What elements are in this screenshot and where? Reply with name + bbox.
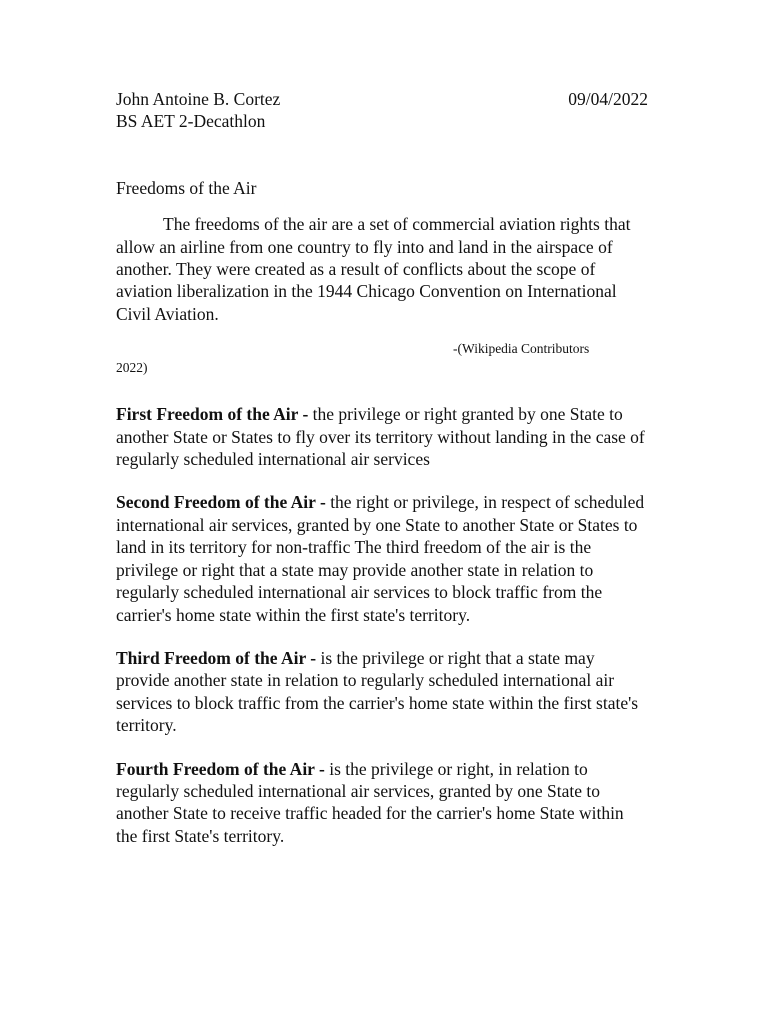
freedom-definition: is the privilege or right, in relation to regularly scheduled international air services, granted by one State to another State to receive traffic headed for the carrier's home State within the first State's territory.	[116, 758, 624, 846]
freedom-paragraph-fourth	[116, 758, 648, 848]
freedom-definition: the right or privilege, in respect of scheduled international air services, granted by one State to another State or States to land in its territory for non-traffic The third freedom of the air is the privilege or right that a state may provide another state in relation to regularly scheduled international air services to block traffic from the carrier's home state within the first state's territory.	[116, 492, 645, 625]
freedom-paragraph-second	[116, 491, 648, 625]
author-name: John Antoine B. Cortez	[116, 89, 281, 109]
document-title: Freedoms of the Air	[116, 177, 257, 198]
freedom-term: First Freedom of the Air -	[116, 404, 309, 425]
freedom-definition: is the privilege or right that a state may provide another state in relation to regularly scheduled international air services to block traffic from the carrier's home state within the first state's territory.	[116, 647, 639, 736]
document-body	[116, 88, 652, 847]
document-date: 09/04/2022	[568, 89, 648, 109]
citation: -(Wikipedia Contributors 2022)	[116, 341, 590, 376]
course-section: BS AET 2-Decathlon	[116, 111, 266, 132]
freedom-definition: the privilege or right granted by one State to another State or States to fly over its territory without landing in the case of regularly scheduled international air services	[116, 404, 645, 470]
freedom-paragraph-first	[116, 403, 648, 470]
freedom-paragraph-third	[116, 647, 648, 737]
freedom-term: Fourth Freedom of the Air -	[116, 758, 325, 779]
intro-paragraph: The freedoms of the air are a set of commercial aviation rights that allow an airline from one country to fly into and land in the airspace of another. They were created as a result of conflicts about the scope of aviation liberalization in the 1944 Chicago Convention on International Civil Aviation.	[116, 214, 631, 324]
freedom-term: Second Freedom of the Air -	[116, 492, 326, 513]
freedom-term: Third Freedom of the Air -	[116, 647, 317, 668]
header-row	[116, 88, 648, 110]
